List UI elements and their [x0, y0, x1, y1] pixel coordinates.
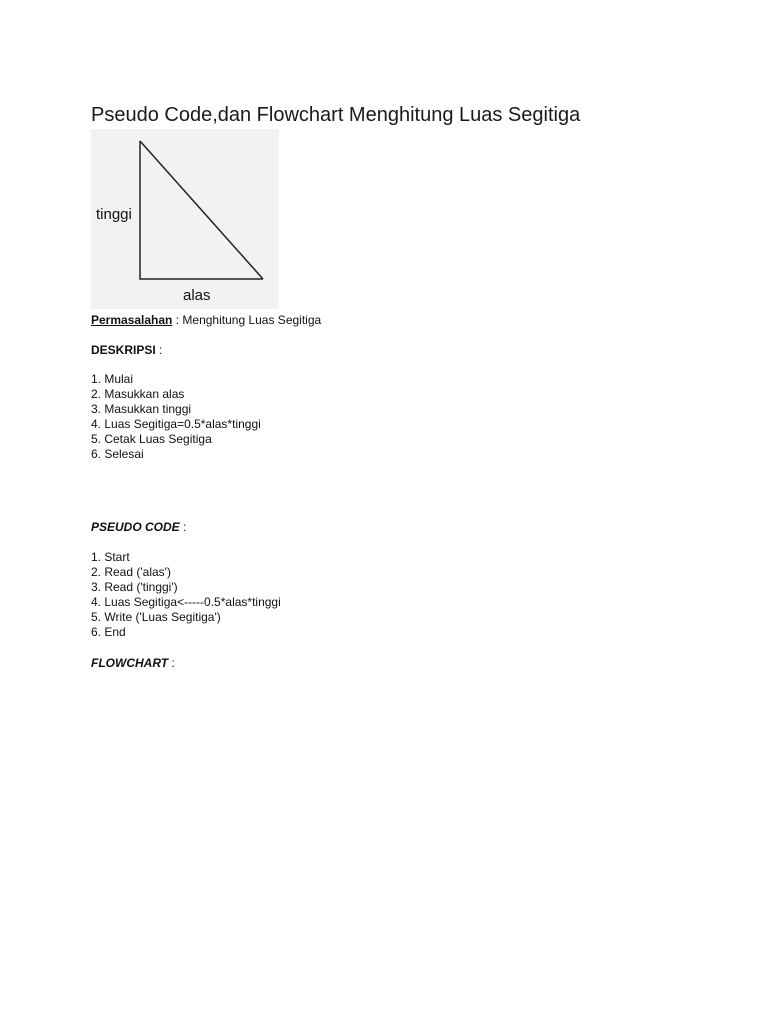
list-item: 4. Luas Segitiga<-----0.5*alas*tinggi	[91, 595, 281, 609]
flowchart-heading-colon: :	[168, 656, 175, 670]
problem-statement	[91, 313, 321, 328]
list-item: 5. Write ('Luas Segitiga')	[91, 610, 221, 624]
flowchart-heading-text: FLOWCHART	[91, 656, 169, 670]
list-item: 3. Read ('tinggi')	[91, 580, 178, 594]
page-title: Pseudo Code,dan Flowchart Menghitung Luas Segitiga	[91, 104, 581, 126]
list-item: 6. Selesai	[91, 447, 144, 461]
problem-separator: :	[172, 313, 183, 327]
pseudo-code-heading-colon: :	[179, 520, 187, 534]
list-item: 2. Masukkan alas	[91, 387, 185, 401]
list-item: 2. Read ('alas')	[91, 565, 171, 579]
list-item: 1. Mulai	[91, 372, 134, 386]
triangle-hypotenuse	[140, 141, 263, 279]
list-item: 4. Luas Segitiga=0.5*alas*tinggi	[91, 417, 261, 431]
flowchart-heading	[91, 656, 175, 671]
triangle-diagram	[91, 129, 279, 309]
list-item: 6. End	[91, 625, 126, 639]
pseudo-code-steps	[91, 550, 281, 640]
description-heading	[91, 343, 162, 358]
description-heading-text: DESKRIPSI	[91, 343, 156, 357]
list-item: 1. Start	[91, 550, 130, 564]
description-heading-colon: :	[155, 343, 163, 357]
pseudo-code-heading-text: PSEUDO CODE	[91, 520, 180, 534]
pseudo-code-heading	[91, 520, 186, 535]
problem-label: Permasalahan	[91, 313, 173, 327]
description-steps	[91, 372, 261, 462]
base-label: alas	[183, 287, 211, 304]
list-item: 3. Masukkan tinggi	[91, 402, 192, 416]
triangle-figure	[91, 129, 279, 309]
list-item: 5. Cetak Luas Segitiga	[91, 432, 212, 446]
problem-text: Menghitung Luas Segitiga	[182, 313, 322, 327]
height-label: tinggi	[96, 206, 132, 223]
